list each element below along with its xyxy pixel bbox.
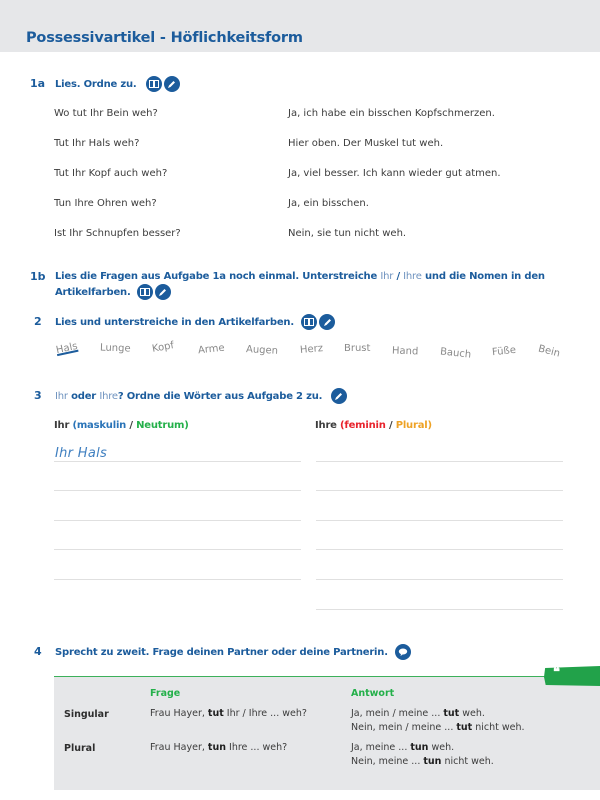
question-item: Tut Ihr Kopf auch weh? — [54, 168, 168, 179]
paren-close: ) — [184, 420, 189, 431]
antwort-text: nicht weh. — [441, 756, 494, 767]
pair-row — [54, 198, 574, 212]
table-header-antwort: Antwort — [351, 688, 395, 699]
paren-open: ( — [69, 420, 77, 431]
word-item[interactable]: Hand — [391, 345, 419, 358]
ihr-highlight: Ihr — [380, 271, 394, 282]
antwort-text: weh. — [428, 742, 455, 753]
neutrum-label: Neutrum — [136, 420, 185, 431]
read-icon — [301, 314, 317, 330]
word-item[interactable]: Brust — [344, 343, 371, 354]
word-item[interactable]: Kopf — [151, 340, 175, 355]
verb: tun — [207, 742, 226, 753]
word-item[interactable]: Füße — [491, 344, 517, 359]
write-line-left[interactable] — [54, 579, 301, 580]
task-3-text: ? Ordne die Wörter aus Aufgabe 2 zu. — [117, 391, 323, 402]
verb: tun — [410, 742, 429, 753]
read-icon — [137, 284, 153, 300]
write-line-left[interactable] — [54, 520, 301, 521]
word-list — [54, 340, 574, 370]
write-line-right[interactable] — [316, 490, 563, 491]
write-line-right[interactable] — [316, 520, 563, 521]
task-1b-text-2: und die Nomen in den — [421, 271, 545, 282]
paren-open: ( — [336, 420, 345, 431]
separator: / — [385, 420, 396, 431]
pencil-icon — [155, 284, 171, 300]
handwritten-answer: Ihr Hals — [55, 446, 108, 461]
ihre-highlight: Ihre — [403, 271, 422, 282]
paren-close: ) — [427, 420, 432, 431]
right-column-header — [315, 420, 432, 431]
frage-singular — [150, 707, 307, 721]
left-column-header — [54, 420, 189, 431]
antwort-text: Nein, mein / meine ... — [351, 722, 457, 733]
antwort-text: Ja, mein / meine ... — [351, 708, 444, 719]
task-3-number: 3 — [34, 389, 42, 402]
verb: tut — [443, 708, 460, 719]
task-4-text: Sprecht zu zweit. Frage deinen Partner oder deine Partnerin. — [55, 647, 388, 658]
dialogue-table — [54, 676, 600, 790]
oder-text: oder — [67, 391, 100, 402]
answer-item: Hier oben. Der Muskel tut weh. — [288, 138, 444, 149]
write-line-left[interactable] — [54, 490, 301, 491]
task-1b-text: Lies die Fragen aus Aufgabe 1a noch einmal. Unterstreiche — [55, 271, 381, 282]
write-line-right[interactable] — [316, 549, 563, 550]
write-line-right[interactable] — [316, 609, 563, 610]
task-2-text: Lies und unterstreiche in den Artikelfarben. — [55, 317, 294, 328]
answer-item: Nein, sie tun nicht weh. — [288, 228, 407, 239]
verb: tun — [423, 756, 442, 767]
question-item: Tun Ihre Ohren weh? — [54, 198, 157, 209]
task-1b-line2: Artikelfarben. — [55, 287, 131, 298]
task-1b-instruction — [55, 269, 555, 300]
plural-label: Plural — [395, 420, 428, 431]
task-1a-number: 1a — [30, 77, 46, 90]
antwort-text: Nein, meine ... — [351, 756, 424, 767]
pair-row — [54, 228, 574, 242]
question-item: Wo tut Ihr Bein weh? — [54, 108, 158, 119]
read-icon — [146, 76, 162, 92]
task-1b-number: 1b — [30, 270, 46, 283]
word-item[interactable]: Herz — [299, 343, 324, 356]
pair-row — [54, 168, 574, 182]
ihre-highlight: Ihre — [99, 391, 118, 402]
quote-icon: ❝ — [553, 665, 560, 680]
answer-item: Ja, ein bisschen. — [288, 198, 369, 209]
ihr-highlight: Ihr — [55, 391, 68, 402]
task-1a-instruction-text: Lies. Ordne zu. — [55, 79, 137, 90]
frage-plural — [150, 741, 287, 755]
separator: / — [126, 420, 137, 431]
maskulin-label: maskulin — [76, 420, 127, 431]
frage-text: Ihr / Ihre ... weh? — [223, 708, 307, 719]
row-label-singular: Singular — [64, 709, 109, 720]
verb: tut — [456, 722, 473, 733]
task-4-instruction — [55, 644, 411, 660]
antwort-plural — [351, 741, 494, 769]
pencil-icon — [331, 388, 347, 404]
frage-text: Frau Hayer, — [150, 708, 208, 719]
ihr-label: Ihr — [54, 420, 70, 431]
task-4-number: 4 — [34, 645, 42, 658]
write-line-right[interactable] — [316, 461, 563, 462]
frage-text: Ihre ... weh? — [226, 742, 288, 753]
pair-row — [54, 108, 574, 122]
pencil-icon — [164, 76, 180, 92]
table-header-frage: Frage — [150, 688, 181, 699]
write-line-right[interactable] — [316, 579, 563, 580]
task-2-number: 2 — [34, 315, 42, 328]
page-title: Possessivartikel - Höflichkeitsform — [26, 30, 303, 46]
word-item[interactable]: Lunge — [99, 342, 131, 355]
antwort-text: weh. — [459, 708, 485, 719]
pair-row — [54, 138, 574, 152]
word-item[interactable]: Bauch — [439, 346, 472, 361]
answer-item: Ja, viel besser. Ich kann wieder gut atmen. — [288, 168, 501, 179]
page-header — [0, 0, 600, 52]
frage-text: Frau Hayer, — [150, 742, 208, 753]
feminin-label: feminin — [344, 420, 386, 431]
task-2-instruction — [55, 314, 335, 330]
slash: / — [393, 271, 404, 282]
word-item[interactable]: Arme — [197, 342, 226, 357]
task-1a-instruction — [55, 76, 180, 92]
word-item[interactable]: Hals — [55, 340, 79, 357]
antwort-text: Ja, meine ... — [351, 742, 411, 753]
question-item: Ist Ihr Schnupfen besser? — [54, 228, 181, 239]
task-3-instruction — [55, 388, 347, 404]
word-item[interactable]: Bein — [536, 343, 562, 360]
write-line-left[interactable] — [54, 549, 301, 550]
antwort-singular — [351, 707, 525, 735]
antwort-text: nicht weh. — [472, 722, 525, 733]
question-item: Tut Ihr Hals weh? — [54, 138, 140, 149]
row-label-plural: Plural — [64, 743, 96, 754]
ihre-label: Ihre — [315, 420, 337, 431]
answer-item: Ja, ich habe ein bisschen Kopfschmerzen. — [288, 108, 495, 119]
word-item[interactable]: Augen — [245, 344, 279, 357]
pencil-icon — [319, 314, 335, 330]
speech-bubble-icon — [395, 644, 411, 660]
verb: tut — [207, 708, 224, 719]
write-line-left[interactable] — [54, 461, 301, 462]
